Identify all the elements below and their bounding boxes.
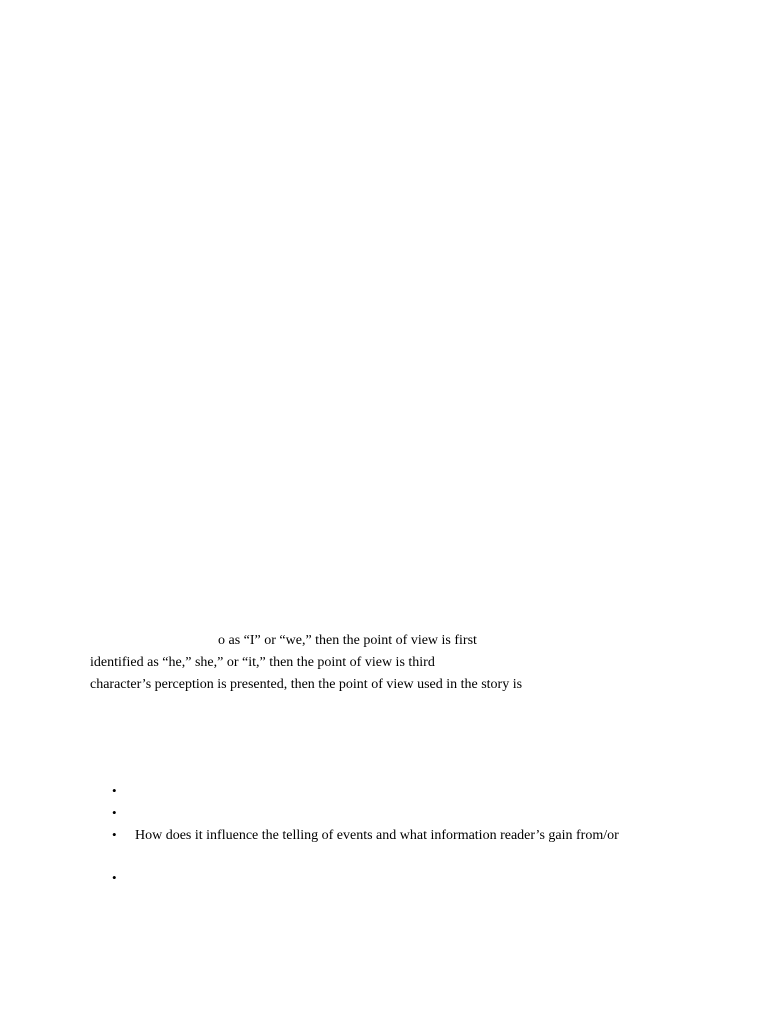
bullet-icon: • [112,805,117,820]
text-line-third-person: identified as “he,” she,” or “it,” then the point of view is third [90,655,435,670]
text-line-perception: character’s perception is presented, then the point of view used in the story is [90,677,523,692]
list-item-text: How does it influence the telling of events and what information reader’s gain from/or [135,828,619,843]
list-item [112,869,135,887]
list-item [112,804,135,822]
text-line-first-person: o as “I” or “we,” then the point of view is first [218,633,477,648]
bullet-icon: • [112,783,117,798]
bullet-icon: • [112,827,117,842]
bullet-icon: • [112,870,117,885]
list-item [112,826,619,844]
list-item [112,782,135,800]
